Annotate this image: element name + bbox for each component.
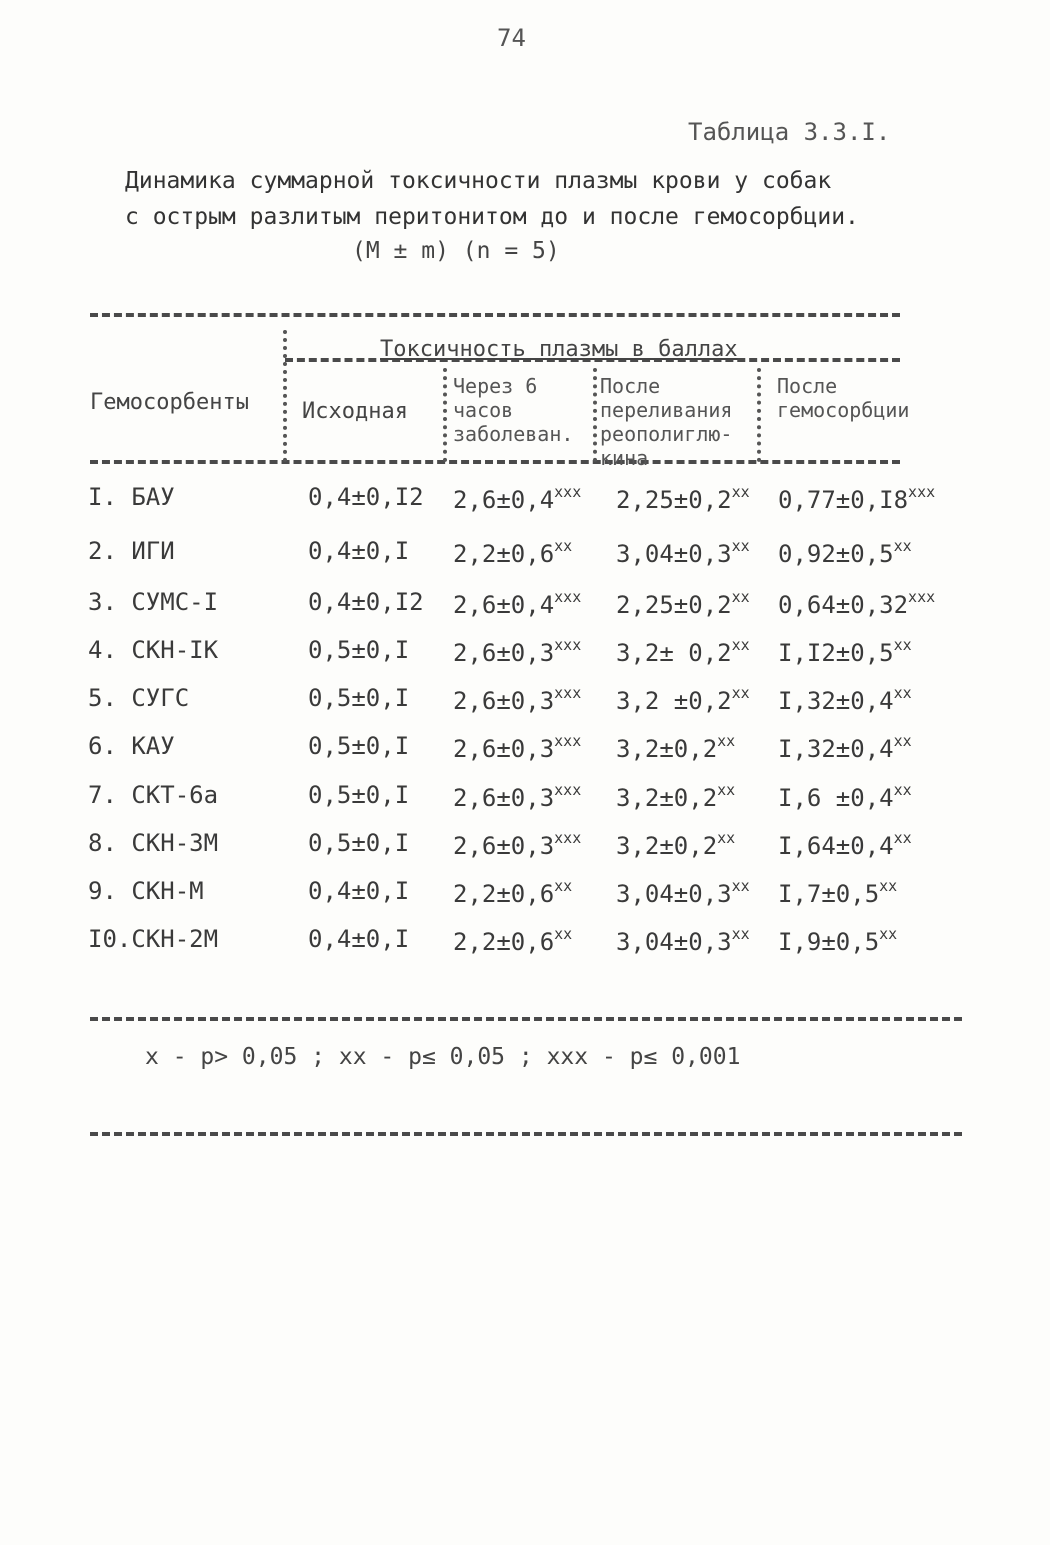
- value-initial: [308, 588, 424, 616]
- value-after-infusion-text: 2,25±0,2: [616, 591, 732, 619]
- column-separator: [757, 368, 761, 462]
- value-after-6h-text: 2,6±0,4: [453, 591, 555, 619]
- sorbent-name-text: 4. СКН-IК: [88, 636, 219, 664]
- table-subtitle: (M ± m) (n = 5): [352, 238, 560, 264]
- value-initial-text: 0,4±0,I2: [308, 483, 424, 511]
- significance-mark: xxx: [554, 483, 582, 501]
- header-after-infusion: После переливания реополиглю-кина: [600, 374, 733, 470]
- value-after-infusion-text: 3,2±0,2: [616, 784, 718, 812]
- column-separator: [593, 368, 597, 462]
- value-initial: [308, 684, 409, 712]
- value-after-infusion: [616, 588, 750, 619]
- significance-mark: xxx: [554, 732, 582, 750]
- significance-mark: xx: [731, 588, 750, 606]
- value-after-infusion: [616, 781, 735, 812]
- value-after-hemosorption: [778, 877, 897, 908]
- value-initial-text: 0,5±0,I: [308, 684, 410, 712]
- significance-mark: xx: [893, 684, 912, 702]
- legend-top-rule: [90, 1017, 962, 1021]
- value-after-infusion: [616, 877, 750, 908]
- table-number: Таблица 3.3.I.: [688, 118, 891, 146]
- value-after-infusion-text: 3,04±0,3: [616, 540, 732, 568]
- value-after-hemosorption: [778, 732, 912, 763]
- sorbent-name-text: 6. КАУ: [88, 732, 175, 760]
- value-initial: [308, 732, 409, 760]
- value-after-6h-text: 2,6±0,3: [453, 784, 555, 812]
- header-iskhodnaya: Исходная: [302, 399, 408, 424]
- significance-mark: xx: [731, 877, 750, 895]
- value-after-hemosorption: [778, 537, 912, 568]
- significance-mark: xx: [554, 537, 573, 555]
- value-after-hemosorption: [778, 829, 912, 860]
- value-after-6h: [453, 781, 581, 812]
- value-after-6h-text: 2,6±0,3: [453, 735, 555, 763]
- value-after-6h-text: 2,6±0,3: [453, 832, 555, 860]
- sorbent-name: [88, 483, 288, 511]
- value-after-hemosorption-text: 0,77±0,I8: [778, 486, 909, 514]
- value-after-6h: [453, 483, 581, 514]
- value-after-hemosorption-text: I,9±0,5: [778, 928, 880, 956]
- value-after-6h-text: 2,2±0,6: [453, 880, 555, 908]
- value-initial-text: 0,4±0,I: [308, 537, 410, 565]
- value-initial: [308, 636, 409, 664]
- header-gemosorbenty: Гемосорбенты: [90, 390, 249, 415]
- value-after-infusion: [616, 829, 735, 860]
- value-after-infusion-text: 2,25±0,2: [616, 486, 732, 514]
- value-after-6h-text: 2,2±0,6: [453, 928, 555, 956]
- sorbent-name-text: I0.СКН-2М: [88, 925, 219, 953]
- value-after-hemosorption-text: I,32±0,4: [778, 687, 894, 715]
- significance-mark: xx: [893, 732, 912, 750]
- value-after-hemosorption-text: I,7±0,5: [778, 880, 880, 908]
- value-after-6h-text: 2,6±0,4: [453, 486, 555, 514]
- significance-mark: xxx: [554, 684, 582, 702]
- column-separator: [283, 330, 287, 462]
- header-bottom-rule: [90, 460, 900, 464]
- significance-mark: xx: [554, 877, 573, 895]
- value-initial-text: 0,5±0,I: [308, 732, 410, 760]
- value-after-infusion-text: 3,2±0,2: [616, 735, 718, 763]
- significance-mark: xx: [554, 925, 573, 943]
- value-initial: [308, 537, 409, 565]
- significance-mark: xx: [731, 483, 750, 501]
- value-after-hemosorption-text: I,6 ±0,4: [778, 784, 894, 812]
- value-initial-text: 0,4±0,I2: [308, 588, 424, 616]
- significance-mark: xx: [731, 684, 750, 702]
- header-after-6h: Через 6 часов заболеван.: [453, 374, 574, 446]
- value-after-6h-text: 2,2±0,6: [453, 540, 555, 568]
- value-after-infusion: [616, 732, 735, 763]
- value-initial: [308, 781, 409, 809]
- sorbent-name-text: 5. СУГС: [88, 684, 190, 712]
- significance-mark: xx: [731, 925, 750, 943]
- sorbent-name: [88, 925, 288, 953]
- sorbent-name-text: 2. ИГИ: [88, 537, 175, 565]
- value-after-6h: [453, 829, 581, 860]
- value-after-hemosorption-text: I,I2±0,5: [778, 639, 894, 667]
- value-after-6h: [453, 877, 572, 908]
- sorbent-name-text: 8. СКН-3М: [88, 829, 219, 857]
- significance-mark: xx: [717, 829, 736, 847]
- value-after-hemosorption: [778, 483, 935, 514]
- value-initial-text: 0,4±0,I: [308, 925, 410, 953]
- value-after-hemosorption-text: 0,64±0,32: [778, 591, 909, 619]
- value-initial: [308, 829, 409, 857]
- significance-legend: x - p> 0,05 ; xx - p≤ 0,05 ; xxx - p≤ 0,001: [145, 1044, 741, 1070]
- value-initial: [308, 925, 409, 953]
- page-number: 74: [497, 24, 526, 52]
- significance-mark: xx: [893, 829, 912, 847]
- value-after-infusion: [616, 537, 750, 568]
- value-initial: [308, 877, 409, 905]
- value-after-6h-text: 2,6±0,3: [453, 639, 555, 667]
- value-after-infusion-text: 3,2± 0,2: [616, 639, 732, 667]
- significance-mark: xx: [893, 781, 912, 799]
- significance-mark: xx: [717, 732, 736, 750]
- value-after-6h: [453, 537, 572, 568]
- significance-mark: xxx: [554, 829, 582, 847]
- value-after-hemosorption-text: I,64±0,4: [778, 832, 894, 860]
- sorbent-name-text: 7. СКТ-6а: [88, 781, 219, 809]
- value-initial-text: 0,5±0,I: [308, 829, 410, 857]
- value-initial-text: 0,4±0,I: [308, 877, 410, 905]
- value-after-hemosorption: [778, 636, 912, 667]
- significance-mark: xx: [879, 925, 898, 943]
- value-after-infusion-text: 3,04±0,3: [616, 880, 732, 908]
- significance-mark: xxx: [554, 781, 582, 799]
- column-separator: [443, 368, 447, 462]
- value-after-hemosorption: [778, 925, 897, 956]
- value-after-infusion-text: 3,2±0,2: [616, 832, 718, 860]
- value-after-6h-text: 2,6±0,3: [453, 687, 555, 715]
- value-after-6h: [453, 588, 581, 619]
- value-after-infusion: [616, 925, 750, 956]
- table-title: [125, 163, 925, 235]
- sorbent-name-text: 3. СУМС-I: [88, 588, 219, 616]
- value-after-6h: [453, 636, 581, 667]
- significance-mark: xx: [731, 537, 750, 555]
- value-after-hemosorption-text: 0,92±0,5: [778, 540, 894, 568]
- value-after-6h: [453, 684, 581, 715]
- significance-mark: xxx: [554, 588, 582, 606]
- significance-mark: xx: [879, 877, 898, 895]
- value-initial-text: 0,5±0,I: [308, 636, 410, 664]
- value-after-hemosorption: [778, 781, 912, 812]
- significance-mark: xxx: [908, 483, 936, 501]
- significance-mark: xx: [893, 636, 912, 654]
- value-after-infusion-text: 3,04±0,3: [616, 928, 732, 956]
- significance-mark: xx: [717, 781, 736, 799]
- significance-mark: xxx: [908, 588, 936, 606]
- value-initial: [308, 483, 424, 511]
- value-after-hemosorption: [778, 684, 912, 715]
- sorbent-name: [88, 537, 288, 565]
- title-line-2: с острым разлитым перитонитом до и после гемосорбции.: [125, 204, 859, 230]
- sorbent-name: [88, 732, 288, 760]
- value-after-infusion: [616, 483, 750, 514]
- value-after-infusion: [616, 636, 750, 667]
- sorbent-name-text: I. БАУ: [88, 483, 175, 511]
- sorbent-name: [88, 636, 288, 664]
- value-initial-text: 0,5±0,I: [308, 781, 410, 809]
- value-after-infusion-text: 3,2 ±0,2: [616, 687, 732, 715]
- header-after-hemosorption: После гемосорбции: [777, 374, 910, 422]
- top-rule: [90, 313, 900, 317]
- sorbent-name: [88, 684, 288, 712]
- significance-mark: xx: [893, 537, 912, 555]
- value-after-infusion: [616, 684, 750, 715]
- value-after-hemosorption: [778, 588, 935, 619]
- sorbent-name: [88, 588, 288, 616]
- value-after-6h: [453, 732, 581, 763]
- value-after-hemosorption-text: I,32±0,4: [778, 735, 894, 763]
- title-line-1: Динамика суммарной токсичности плазмы крови у собак: [125, 168, 832, 194]
- sorbent-name: [88, 829, 288, 857]
- legend-bottom-rule: [90, 1132, 962, 1136]
- sorbent-name: [88, 877, 288, 905]
- significance-mark: xxx: [554, 636, 582, 654]
- significance-mark: xx: [731, 636, 750, 654]
- sorbent-name-text: 9. СКН-М: [88, 877, 204, 905]
- value-after-6h: [453, 925, 572, 956]
- header-group-toxicity: Токсичность плазмы в баллах: [380, 337, 738, 362]
- sorbent-name: [88, 781, 288, 809]
